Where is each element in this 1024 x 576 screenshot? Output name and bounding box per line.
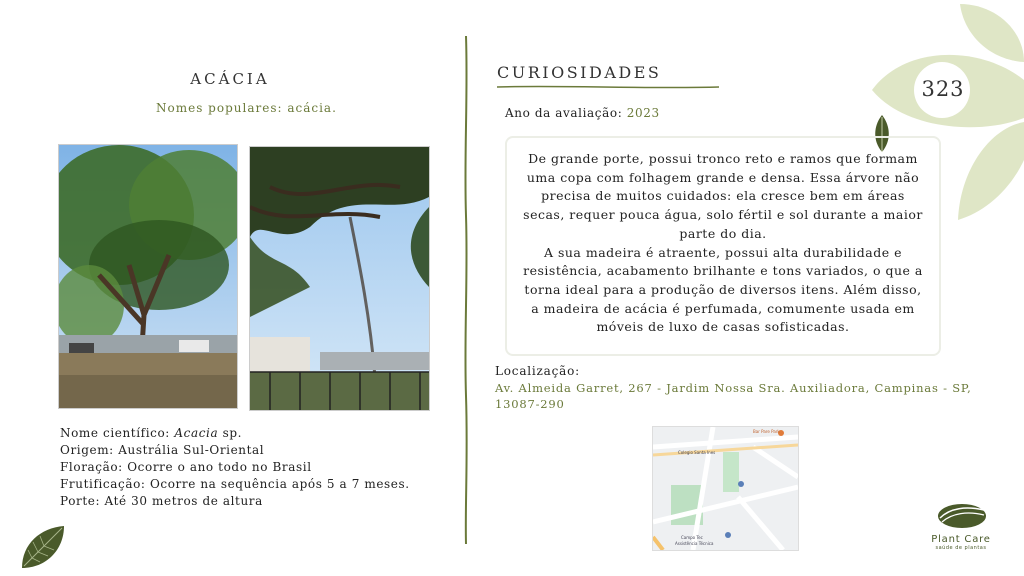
map-label-bottom: Campo Tec bbox=[681, 535, 703, 540]
curiosities-paragraph-1: De grande porte, possui tronco reto e ramos que formam uma copa com folhagem grande e densa. Essa árvore não precisa de muitos cuidados: ela cresce bem em áreas secas, requer pouca água, solo fértil e sol durante a maior parte do dia. bbox=[523, 151, 923, 241]
vertical-divider bbox=[462, 36, 470, 544]
curiosities-text-box bbox=[505, 136, 941, 356]
map-pin-icon bbox=[738, 481, 744, 487]
plant-care-logo bbox=[918, 500, 1004, 552]
leaf-shape-bottom bbox=[958, 122, 1024, 220]
location-map[interactable] bbox=[652, 426, 799, 551]
popular-names: Nomes populares: acácia. bbox=[156, 101, 337, 115]
flowering-line: Floração: Ocorre o ano todo no Brasil bbox=[60, 460, 312, 474]
origin-line: Origem: Austrália Sul-Oriental bbox=[60, 443, 265, 457]
scientific-name: Acacia bbox=[174, 426, 219, 440]
curiosities-underline bbox=[497, 84, 719, 90]
curiosities-paragraph-2: A sua madeira é atraente, possui alta durabilidade e resistência, acabamento brilhante e tons variados, o que a torna ideal para a produção de diversos itens. Além disso, a madeira de acácia é perfumada, comumente usada em móveis de luxo de casas sofisticadas. bbox=[523, 244, 923, 335]
evaluation-year: Ano da avaliação: 2023 bbox=[505, 106, 660, 120]
species-title: ACÁCIA bbox=[190, 70, 270, 88]
fruiting-line: Frutificação: Ocorre na sequência após 5 a 7 meses. bbox=[60, 477, 410, 491]
tree-photo-1-image bbox=[59, 145, 237, 408]
logo-tagline: saúde de plantas bbox=[935, 545, 987, 551]
tree-photo-2 bbox=[249, 146, 430, 411]
plant-care-logo-mark bbox=[918, 500, 1004, 530]
map-image bbox=[653, 427, 798, 550]
tree-photo-2-image bbox=[250, 147, 429, 410]
location-label: Localização: bbox=[495, 364, 580, 378]
page-number-badge: 323 bbox=[921, 77, 965, 101]
tree-photo-1 bbox=[58, 144, 238, 409]
evaluation-year-value: 2023 bbox=[626, 106, 660, 120]
map-label-top: Bar Pare Park bbox=[753, 429, 780, 434]
decorative-leaf-bottom-left bbox=[18, 522, 68, 572]
leaf-shape-top bbox=[960, 4, 1024, 62]
species-facts bbox=[60, 425, 410, 510]
map-label-mid: Colegio Santa Ines bbox=[678, 450, 716, 455]
curiosities-title: CURIOSIDADES bbox=[497, 63, 662, 82]
map-label-bottom-2: Assistência Técnica bbox=[675, 541, 714, 546]
logo-name: Plant Care bbox=[931, 534, 991, 545]
size-line: Porte: Até 30 metros de altura bbox=[60, 494, 263, 508]
location-address: Av. Almeida Garret, 267 - Jardim Nossa Sra. Auxiliadora, Campinas - SP, 13087-290 bbox=[495, 381, 972, 411]
scientific-name-line: Nome científico: Acacia sp. bbox=[60, 426, 243, 440]
